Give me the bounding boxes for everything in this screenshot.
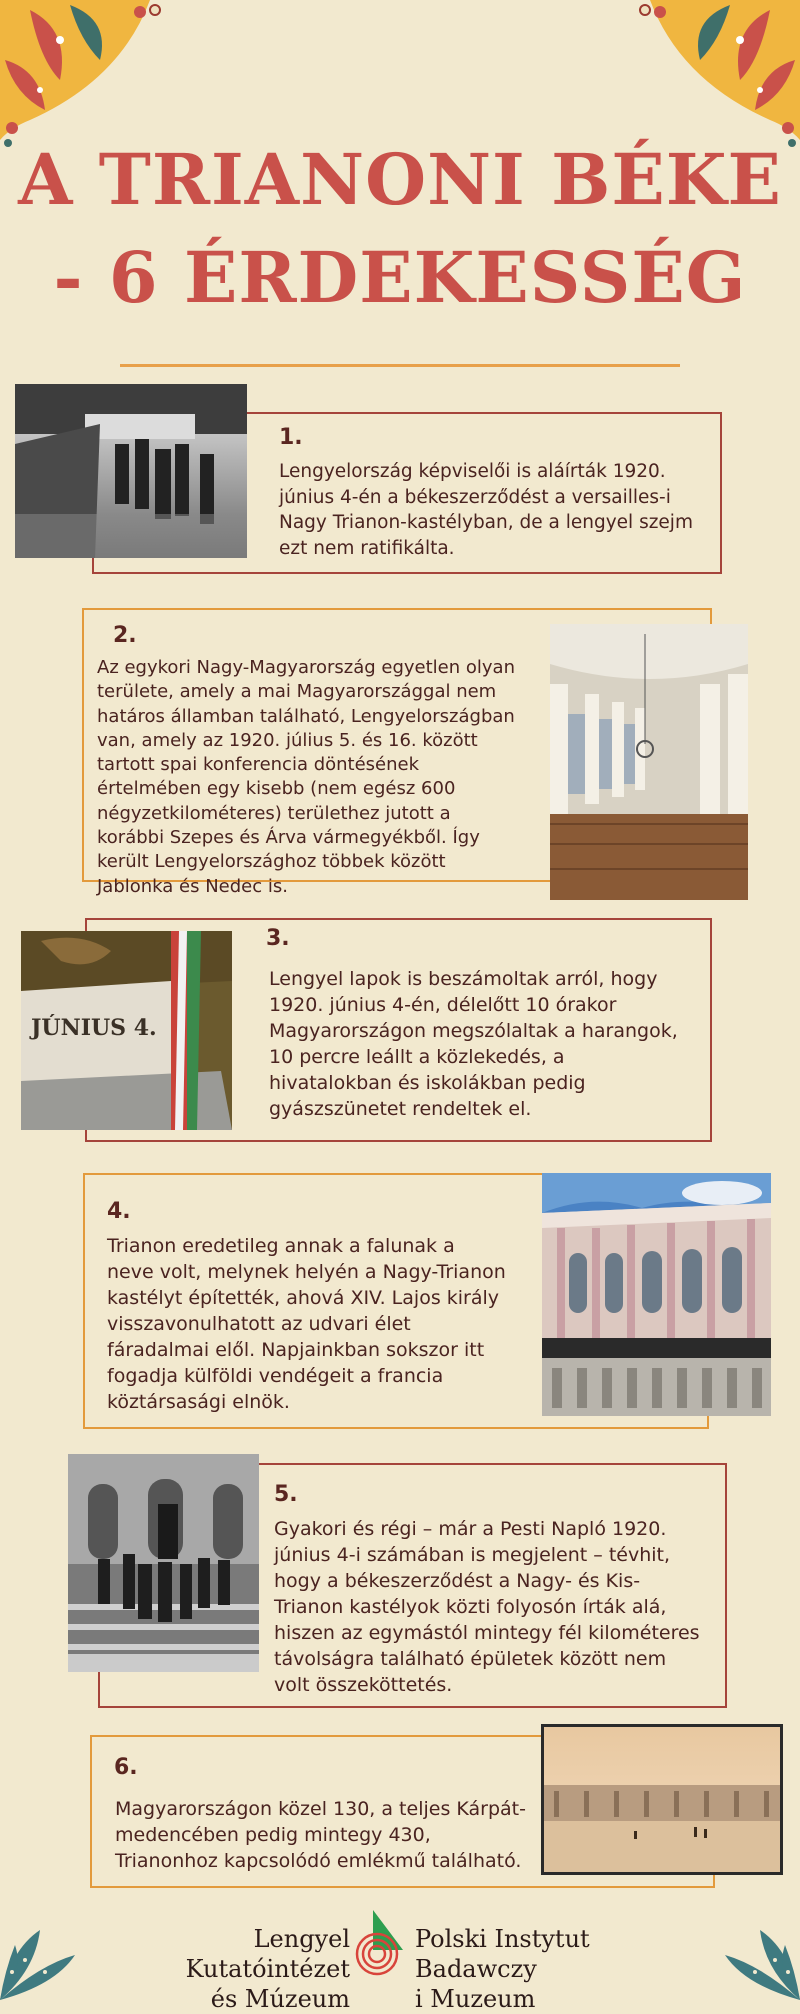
corner-ornament-top-right: [630, 0, 800, 150]
leaf-ornament-bottom-right: [710, 1910, 800, 2000]
fact-number: 4.: [107, 1199, 131, 1224]
plaque-text: JÚNIUS 4.: [31, 1015, 157, 1041]
footer-pl-line-1: Polski Instytut Badawczy: [415, 1925, 590, 1983]
title-divider: [120, 364, 680, 367]
fact-text: Trianon eredetileg annak a falunak a neve volt, melynek helyén a Nagy-Trianon kastélyt építették, ahová XIV. Lajos király visszavonulhatott az udvari élet fáradalmai elől. Napjainkban sokszor itt fogadja külföldi vendégeit a francia köztársasági elnök.: [107, 1235, 506, 1413]
fact-text: Az egykori Nagy-Magyarország egyetlen olyan területe, amely a mai Magyarországgal nem határos államban található, Lengyelországban van, amely az 1920. július 5. és 16. között tartott spai konferencia döntésének értelmében egy kisebb (nem egész 600 négyzetkilométeres) területhez jutott a korábbi Szepes és Árva vármegyékből. Így került Lengyelországhoz többek között Jablonka és Nedec is.: [97, 657, 515, 897]
institute-logo: [355, 1910, 411, 1978]
photo-soldiers-procession: [15, 384, 247, 558]
leaf-ornament-bottom-left: [0, 1910, 90, 2000]
fact-text: Magyarországon közel 130, a teljes Kárpát-medencében pedig mintegy 430, Trianonhoz kapcsolódó emlékmű található.: [115, 1798, 526, 1872]
photo-grand-trianon-palace: [542, 1173, 771, 1416]
fact-text: Gyakori és régi – már a Pesti Napló 1920. június 4-i számában is megjelent – tévhit, hogy a békeszerződést a Nagy- és Kis-Trianon kastélyok közti folyosón írták alá, hiszen az egymástól mintegy fél kilométeres távolságra található épületek között nem volt összeköttetés.: [274, 1518, 700, 1696]
corner-ornament-top-left: [0, 0, 170, 150]
fact-number: 6.: [114, 1755, 138, 1780]
fact-number: 1.: [279, 425, 303, 450]
fact-number: 2.: [113, 623, 137, 648]
footer-hu-line-1: Lengyel Kutatóintézet: [185, 1925, 350, 1983]
photo-colonnade-gallery: [550, 624, 748, 900]
fact-number: 3.: [266, 926, 290, 951]
photo-memorial-plaque: [21, 931, 232, 1130]
page-title-line-2: - 6 ÉRDEKESSÉG: [53, 236, 747, 319]
footer-institute-pl: [415, 1924, 715, 2014]
footer-hu-line-2: és Múzeum: [210, 1985, 350, 2013]
page-title-line-1: A TRIANONI BÉKE: [18, 138, 782, 221]
footer-pl-line-2: i Muzeum: [415, 1985, 536, 2013]
fact-number: 5.: [274, 1482, 298, 1507]
fact-text: Lengyel lapok is beszámoltak arról, hogy 1920. június 4-én, délelőtt 10 órakor Magyarországon megszólaltak a harangok, 10 percre leállt a közlekedés, a hivatalokban és iskolákban pedig gyászszünetet rendeltek el.: [269, 968, 678, 1120]
footer-institute-hu: [96, 1924, 350, 2014]
photo-delegation-steps: [68, 1454, 259, 1672]
photo-palace-courtyard: [541, 1724, 783, 1875]
fact-text: Lengyelország képviselői is aláírták 1920. június 4-én a békeszerződést a versailles-i Nagy Trianon-kastélyban, de a lengyel szejm ezt nem ratifikálta.: [279, 461, 693, 559]
